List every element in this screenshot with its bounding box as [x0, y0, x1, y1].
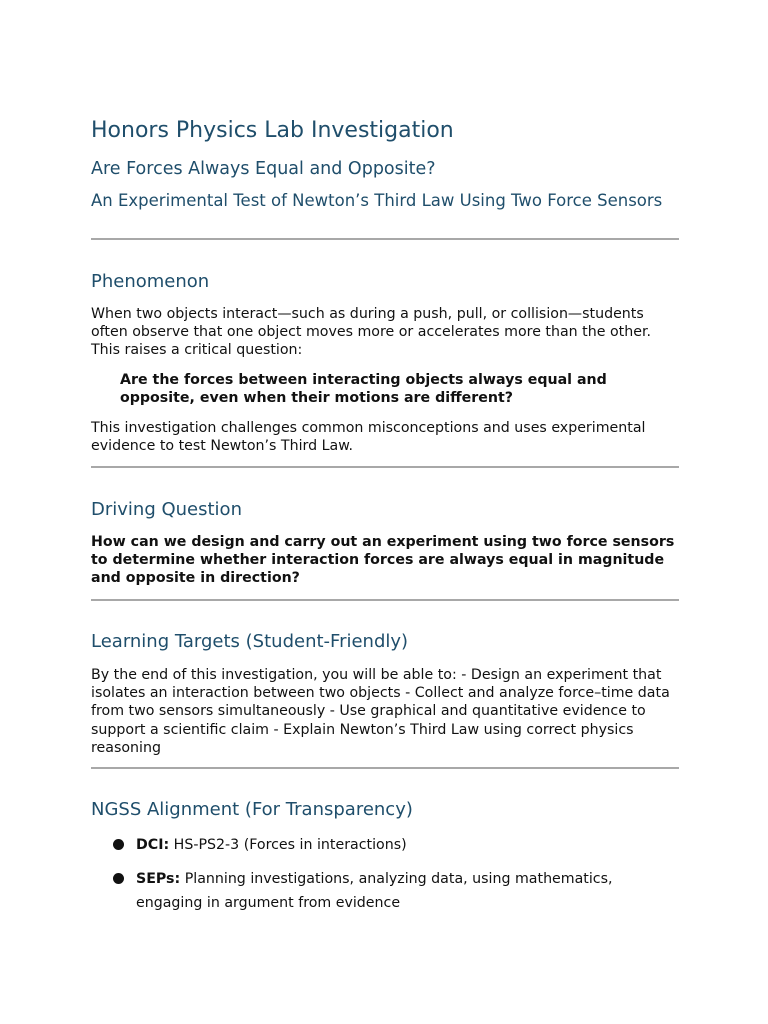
ngss-heading: NGSS Alignment (For Transparency): [91, 799, 413, 820]
document-title: Honors Physics Lab Investigation: [91, 118, 454, 143]
bullet-icon: [113, 873, 124, 884]
ngss-list: [113, 833, 679, 925]
phenomenon-question: Are the forces between interacting objects always equal and opposite, even when their motions are different?: [120, 372, 607, 407]
divider: [91, 599, 679, 601]
learning-targets-text: By the end of this investigation, you will be able to: - Design an experiment that isolates an interaction between two objects - Collect and analyze force–time data from two sensors simultaneously - Use graphical and quantitative evidence to support a scientific claim - Explain Newton’s Third Law using correct physics reasoning: [91, 667, 670, 756]
bullet-icon: [113, 839, 124, 850]
document-subtitle: Are Forces Always Equal and Opposite?: [91, 159, 436, 179]
divider: [91, 767, 679, 769]
phenomenon-intro: When two objects interact—such as during a push, pull, or collision—students often observe that one object moves more or accelerates more than the other. This raises a critical question:: [91, 306, 651, 359]
bullet-key: SEPs:: [136, 871, 181, 887]
learning-targets-heading: Learning Targets (Student-Friendly): [91, 631, 409, 652]
bullet-key: DCI:: [136, 837, 170, 853]
bullet-text: HS-PS2-3 (Forces in interactions): [169, 837, 407, 853]
phenomenon-heading: Phenomenon: [91, 271, 210, 292]
phenomenon-outro: This investigation challenges common misconceptions and uses experimental evidence to test Newton’s Third Law.: [91, 420, 646, 455]
list-item: [113, 833, 679, 857]
divider: [91, 238, 679, 240]
list-item: [113, 867, 679, 915]
driving-question-text: How can we design and carry out an experiment using two force sensors to determine whether interaction forces are always equal in magnitude and opposite in direction?: [91, 534, 675, 587]
bullet-text: Planning investigations, analyzing data, using mathematics, engaging in argument from evidence: [136, 871, 613, 911]
driving-question-heading: Driving Question: [91, 499, 242, 520]
document-subtitle-secondary: An Experimental Test of Newton’s Third Law Using Two Force Sensors: [91, 191, 663, 210]
divider: [91, 466, 679, 468]
